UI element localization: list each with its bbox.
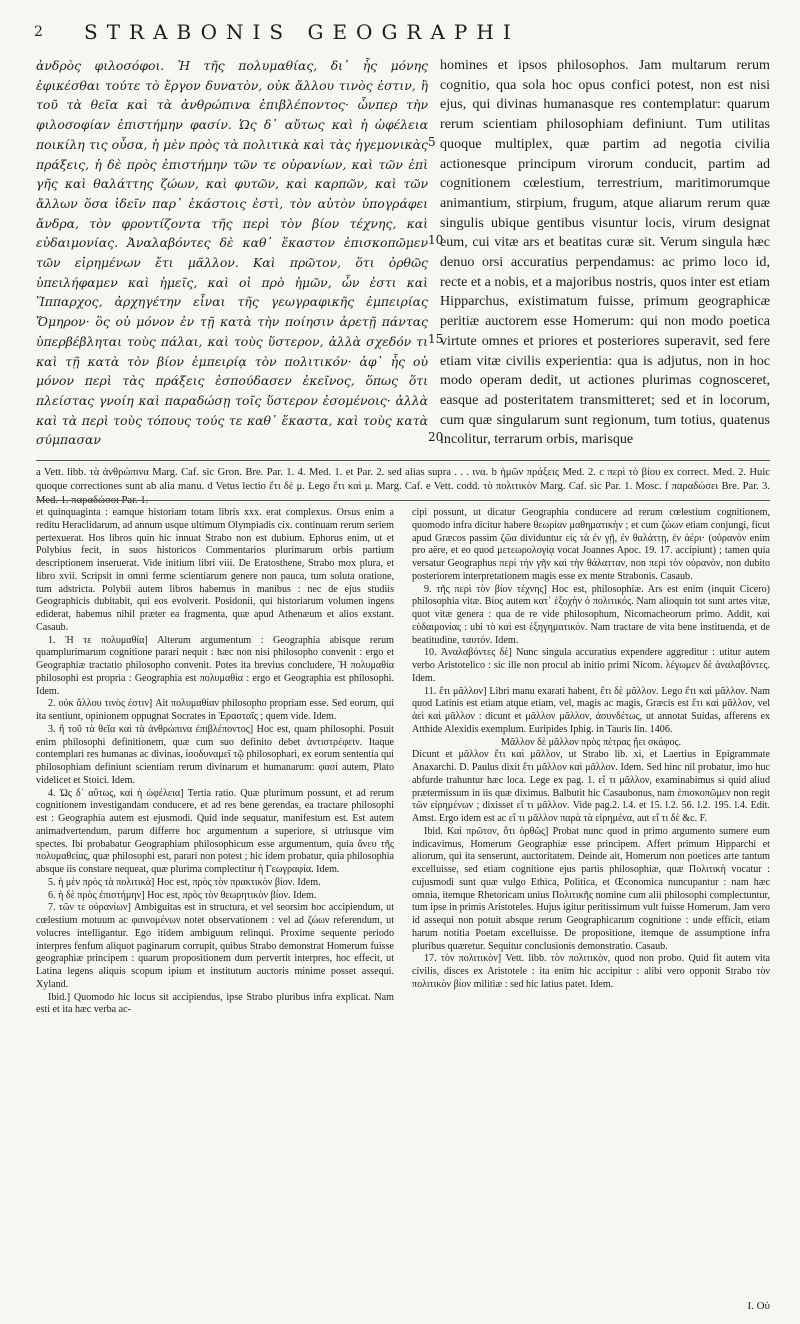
commentary-note: 5. ἡ μὲν πρὸς τὰ πολιτικὰ] Hoc est, πρὸς τὸν πρακτικὸν βίον. Idem. [48,876,321,888]
commentary-note: Ibid.] Quomodo hic locus sit accipiendus, ipse Strabo pluribus infra explicat. Nam esti et ita hæc verba ac- [36,991,394,1016]
greek-text-column: ἀνδρὸς φιλοσόφοι. Ἡ τῆς πολυμαθίας, δι᾽ ἧς μόνης ἐφικέσθαι τούτε τὸ ἔργον δυνατὸν, οὐκ ἄλλου τινὸς ἐστιν, ἢ τοῦ τὰ θεῖα καὶ τὰ ἀνθρώπινα ἐπιβλέποντος· ὧνπερ τὴν φιλοσοφίαν ἐπιστήμην φασίν. Ὡς δ᾽ αὔτως καὶ ἡ ὠφέλεια ποικίλη τις οὖσα, ἡ μὲν πρὸς τὰ πολιτικὰ καὶ τὰς ἡγεμονικὰς πράξεις, ἡ δὲ πρὸς ἐπιστήμην τῶν τε οὐρανίων, καὶ τῶν ἐπὶ γῆς καὶ θαλάττης ζώων, καὶ φυτῶν, καὶ καρπῶν, καὶ τῶν ἄλλων ὅσα ἰδεῖν παρ᾽ ἑκάστοις ἐστὶ, τὸν αὐτὸν ὑπογράφει ἄνδρα, τὸν φροντίζοντα τῆς περὶ τὸν βίον τέχνης, καὶ εὐδαιμονίας. Ἀναλαβόντες δὲ καθ᾽ ἕκαστον ἐπισκοπῶμεν τῶν εἰρημένων ἔτι μᾶλλον. Καὶ πρῶτον, ὅτι ὀρθῶς ὑπειλήφαμεν καὶ ἡμεῖς, καὶ οἱ πρὸ ἡμῶν, ὧν ἐστι καὶ Ἵππαρχος, ἀρχηγέτην εἶναι τῆς γεωγραφικῆς ἐμπειρίας Ὅμηρον· ὃς οὐ μόνον ἐν τῇ κατὰ τὴν ποίησιν ἀρετῇ πάντας ὑπερβέβληται τοὺς πάλαι, καὶ τοὺς ὕστερον, ἀλλὰ σχεδόν τι καὶ τῇ κατὰ τὸν βίον ἐμπειρίᾳ τὸν πολιτικόν· ἀφ᾽ ἧς οὐ μόνον περὶ τὰς πράξεις ἐσπούδασεν ἐκεῖνος, ὅπως ὅτι πλείστας γνοίη καὶ παραδώσῃ τοῖς ὕστερον ἐσομένοις· ἀλλὰ καὶ τὰ περὶ τοὺς τόπους τούς τε καθ᾽ ἕκαστα, καὶ τοὺς κατὰ σύμπασαν [36,58,428,448]
commentary-right-column [412,507,770,992]
commentary-left-column [36,507,394,1017]
commentary-note: 10. Ἀναλαβόντες δὲ] Nunc singula accuratius expendere aggreditur : utitur autem verbo Aristotelico : sic ille non procul ab initio primi Nicom. λέγωμεν δὲ ἀναλαβόντες. Idem. [412,647,770,684]
verse-quotation: Μᾶλλον δὲ μᾶλλον πρὸς πέτρας ᾔει σκάφος. [500,736,682,748]
line-number: 10 [428,233,444,248]
commentary-note: 7. τῶν τε οὐρανίων] Ambiguitas est in structura, et vel seorsim hoc accipiendum, ut cœlestium motuum ac φαινομένων notet observationem : vel ad ζώων referendum, ut volucres intelligantur. Ego itidem ambiguum relinqui. Proxime sequente periodo interpres fenfum aliquot paginarum corrupit, quibus Strabo demonstrat Homerum fuisse geographiæ principem : quarum propositionem dum pervertit interpres, hoc effecit, ut Latina legens aliquis scopum ipium et institutum auctoris minime posset assequi. Xyland. [36,902,394,990]
footnote-rule [36,460,770,461]
line-number: 5 [428,134,436,149]
latin-translation-column: homines et ipsos philosophos. Jam multarum rerum cognitio, qua sola hoc opus confici potest, non est nisi ejus, qui divinas humanasque res contemplatur: quarum rerum scientiam philosophiam definiunt. Tum utilitas quoque multiplex, quæ partim ad negotia civilia actionesque principum virorum conducit, partim ad cognitionem cœlestium, terrestrium, maritimorumque animantium, stirpium, frugum, atque aliarum rerum quæ singulis ubique gentibus visuntur locis, virum designat eum, cui vitæ ars et beatitas curæ sit. Verum singula hæc denuo orsi accuratius perpendamus: ac primo loco id, recte et a nobis, et a majoribus nostris, quos inter est etiam Hipparchus, existimatum fuisse, primum geographicæ peritiæ auctorem esse Homerum: qui non modo poetica virtute omnes et priores et posteriores superavit, sed fere etiam vitæ civilis experientia: qua is adjutus, non in hoc modo operam dedit, ut actiones plurimas cognosceret, easque ad posteritatem transmitteret; sed et in locorum, cum quæ singularum sunt regionum, tum totius, quatenus incolitur, terrarum orbis, marisque [440,57,770,448]
running-header [0,18,800,48]
commentary-note: 2. οὐκ ἄλλου τινὸς ἐστιν] Ait πολυμαθίαν philosopho propriam esse. Sed eorum, qui ita sentiunt, opinionem oppugnat Socrates in Ἐρασταῖς ; quem vide. Idem. [36,698,394,722]
page-number: 2 [34,24,43,40]
commentary-note: 6. ἡ δὲ πρὸς ἐπιστήμην] Hoc est, πρὸς τὸν θεωρητικὸν βίον. Idem. [48,889,317,901]
commentary-note: 11. ἔτι μᾶλλον] Libri manu exarati habent, ἔτι δὲ μᾶλλον. Lego ἔτι καὶ μᾶλλον. Nam quod Latinis est etiam atque etiam, vel, magis ac magis, Græcis est ἔτι καὶ μᾶλλον, vel ἀεὶ καὶ μᾶλλον : dicunt et μᾶλλον μᾶλλον, ἀσυνδέτως, ut annotat Suidas, afferens ex Atthide Alexidis exemplum. Euripides Iphig. in Tauris lin. 1406. [412,685,770,735]
line-number: 20 [428,430,444,445]
commentary-note: 17. τὸν πολιτικὸν] Vett. libb. τὸν πολιτικὸν, quod non probo. Quid fit autem vita civilis, disces ex Aristotele : ita enim hic accipitur : alibi vero opponit Strabo τὸν πολιτικὸν βίον militiæ : sed hic latius patet. Idem. [412,953,770,990]
commentary-note: cipi possunt, ut dicatur Geographia conducere ad rerum cœlestium cognitionem, quomodo infra dicitur habere θεωρίαν μαθηματικὴν ; et cum ζώων etiam conjungi, ficut apud Græcos passim ζῶα dividuntur εἰς τὰ ἐν γῇ, ἐν θαλάττῃ, ἐν ἀέρι· (οὐρανὸν enim pro aëre, et eo quod μετεωρολογίᾳ vocat Joannes Apoc. 19. 17. accipiunt) ; tamen quia versatur Geographus περὶ τὴν γῆν καὶ τὴν θάλατταν, non περὶ τὸν οὐρανὸν, non dubito posteriorem interpretationem magis esse ex mente Strabonis. Casaub. [412,507,770,582]
line-number: 15 [428,331,444,346]
commentary-note: 3. ἢ τοῦ τὰ θεῖα καὶ τὰ ἀνθρώπινα ἐπιβλέποντος] Hoc est, quam philosophi. Posuit enim philosophi definitionem, quæ cum suo definito debet ἀντιστρέφειν. Itaque contemplari res humanas ac divinas, ἰσοδυναμεῖ τῷ philosophari, ex eorum sententia qui philosophiam definiunt scientiam rerum divinarum et humanarum: φασὶ autem, Plato videlicet et Stoici. Idem. [36,723,394,786]
commentary-note: Dicunt et μᾶλλον ἔτι καὶ μᾶλλον, ut Strabo lib. xi, et Laertius in Epigrammate Anaxarchi. D. Paulus dixit ἔτι μᾶλλον καὶ μᾶλλον. Idem. Sed hinc nil probatur, imo huc abfurde trahuntur hæc loca. Lege ex pag. 1. εἴ τι μᾶλλον, examinabimus si quid aliud prætermissum in iis quæ diximus. Balbutit hic Casaubonus, nam ἐπισκοπῶμεν non regit τῶν εἰρημένων ; dixisset εἴ τι μᾶλλον. Vide pag.2. l.4. et 15. l.2. 56. l.2. 195. l.4. Edit. Amst. Ergo idem est ac εἴ τι μᾶλλον παρὰ τὰ εἰρημένα, aut εἴ τι δὲ &c. F. [412,749,770,824]
commentary-note: 4. Ὡς δ᾽ αὔτως, καὶ ἡ ὠφέλεια] Tertia ratio. Quæ plurimum possunt, et ad rerum cognitionem investigandam conducere, et ad res bene gerendas, ea tractare philosophi est : Geographia autem est ejusmodi. Quid inde sequatur, manifestum est. Est autem animadvertendum, parum differre hoc argumentum a superiore, si utriusque vim spectes. Ibi probabatur Geographiam philosophicum esse argumentum, quia ἄνευ τῆς πολυμαθείας, quæ philosophi est, parari non potest ; hic idem probatur, quia philosophia absque iis constare nequeat, quæ plurima complectitur ἡ Γεωγραφία. Idem. [36,787,394,875]
commentary-note: 1. Ἡ τε πολυμαθία] Alterum argumentum : Geographia abisque rerum quamplurimarum cognitione parari nequit : hæc non nisi philosopho convenit : ergo et Geographiæ tractatio philosopho convenit. Potes ita brevius concludere, Ἡ πολυμαθία philosophi est propria : Geographia est πολυμαθία : ergo et Geographia est philosophi. Idem. [36,634,394,697]
critical-apparatus [36,466,770,508]
commentary-note: et quinquaginta : eamque historiam totam libris xxx. erat complexus. Orsus enim a reditu Heraclidarum, ad annum usque ultimum Olympiadis cix. continuam rerum seriem pertexuerat. Hos libros quin hic innuat Strabo non est dubium. Ephorus enim, ut et Polybius fecit, in suos historicos Commentarios plurimarum orbis partium descriptionem inseruerat. Vide initium libri viii. De Eratosthene, Strabo mox plura, et libro xvii. Scripsit in omni ferme scientiarum genere non pauca, tum soluta oratione, tum adstricta. Polybii autem libros habemus in manibus : nec de ejus studiis Geographicis dubitabit, qui eos evolverit. Posidonii, qui historiarum volumen ingens ediderat, habemus nihil præter ea fragmenta, quæ apud Athenæum et alios exstant. Casaub. [36,507,394,633]
commentary-rule [36,500,770,501]
apparatus-text: a Vett. libb. τὰ ἀνθρώπινα Marg. Caf. sic Gron. Bre. Par. 1. 4. Med. 1. et Par. 2. sed alias supra . . . ινα. b ἡμῶν πράξεις Med. 2. c περὶ τὸ βίου ex correct. Med. 2. Huic quoque correctiones sunt ab alia manu. d Vetus lectio ἔτι δὲ μ. Lego ἔτι καὶ μ. Marg. Caf. e Vett. codd. τὸ πολιτικὸν Marg. Caf. sic Par. 1. Mosc. f παραδώσει Bre. Par. 3. [36,467,770,492]
commentary-note: Ibid. Καὶ πρῶτον, ὅτι ὀρθῶς] Probat nunc quod in primo argumento sumere eum indicavimus, Homerum Geographiæ esse principem. Affert primum Hipparchi et aliorum, qui ita senserunt, auctoritatem. Deinde ait, Homerum non poetices arte tantum excelluisse, sed etiam cognitione ejus partis philosophiæ, quæ Πολιτικὴ vocatur : cujusmodi sunt quæ vulgo Ethica, Politica, et Œconomica nuncupantur : nam hæc omnia, itemque Rhetoricam unius Πολιτικῆς nomine cum alii philosophi complectuntur, tum ipse in primis Aristoteles. Hujus igitur peritissimum vult fuisse Homerum. Jam vero id assequi non potuit absque rerum Geographicarum cognitione : unde efficit, etiam harum notitia Poetam excelluisse. De propositione, itemque de assumptione infra pluribus quæretur. Sequitur conclusionis demonstratio. Casaub. [412,825,770,952]
running-title: STRABONIS GEOGRAPHI [84,20,520,44]
commentary-note: 9. τῆς περὶ τὸν βίον τέχνης] Hoc est, philosophiæ. Ars est enim (inquit Cicero) philosophia vitæ. Βίος autem κατ᾽ ἐξοχὴν ὁ πολιτικός. Nam alioquin tot sunt artes vitæ, quot vitæ genera : qua de re vide philosophum, Nicomacheorum primo. Addit, καὶ εὐδαιμονίας : ubi τὸ καὶ est ἐξηγηματικόν. Nam tractare de vita bene instituenda, et de beatitudine, ταυτόν. Idem. [412,583,770,646]
catchword: I. Οὐ [747,1300,770,1312]
